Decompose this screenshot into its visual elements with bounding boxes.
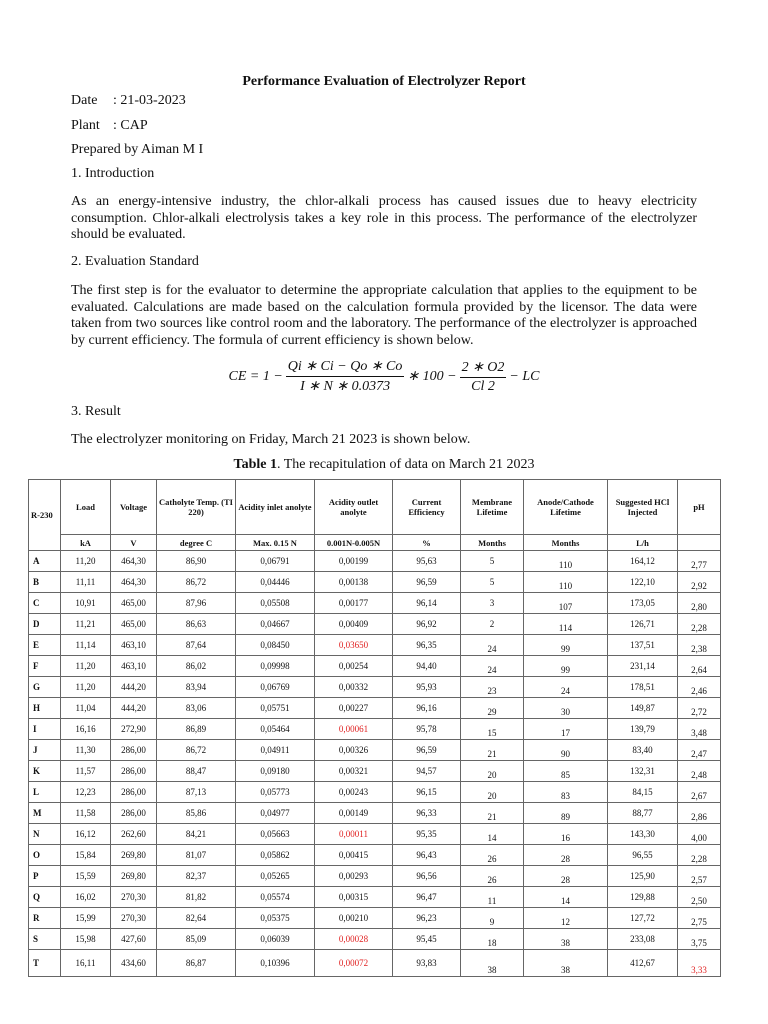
table-row (29, 866, 721, 887)
table-cell: 125,90 (608, 866, 678, 887)
unit-cell: Months (524, 535, 608, 551)
table-cell: 0,00415 (315, 845, 393, 866)
table-cell: 85 (524, 761, 608, 782)
table-cell: 20 (461, 782, 524, 803)
table-row (29, 782, 721, 803)
table-cell: 463,10 (111, 656, 157, 677)
table-cell: 2,86 (678, 803, 721, 824)
row-id: B (29, 572, 61, 593)
table-cell: 269,80 (111, 845, 157, 866)
units-row (29, 535, 721, 551)
unit-cell: Months (461, 535, 524, 551)
table-cell: 114 (524, 614, 608, 635)
table-cell: 0,09180 (236, 761, 315, 782)
table-cell: 4,00 (678, 824, 721, 845)
table-cell: 2,57 (678, 866, 721, 887)
table-cell: 2,67 (678, 782, 721, 803)
table-row (29, 740, 721, 761)
table-row (29, 698, 721, 719)
table-cell: 286,00 (111, 761, 157, 782)
document-title: Performance Evaluation of Electrolyzer Report (242, 74, 526, 89)
table-cell: 14 (524, 887, 608, 908)
table-cell: 0,00061 (315, 719, 393, 740)
table-cell: 286,00 (111, 782, 157, 803)
table-cell: 96,56 (393, 866, 461, 887)
row-id: T (29, 950, 61, 977)
table-cell: 81,07 (157, 845, 236, 866)
row-id: N (29, 824, 61, 845)
table-cell: 2,64 (678, 656, 721, 677)
table-cell: 463,10 (111, 635, 157, 656)
table-row (29, 908, 721, 929)
table-cell: 21 (461, 803, 524, 824)
table-row (29, 824, 721, 845)
table-cell: 11,58 (61, 803, 111, 824)
date-label: Date (71, 93, 98, 108)
unit-cell: kA (61, 535, 111, 551)
table-cell: 95,63 (393, 551, 461, 572)
table-cell: 26 (461, 845, 524, 866)
table-cell: 16,12 (61, 824, 111, 845)
plant-label: Plant (71, 118, 100, 133)
table-cell: 0,03650 (315, 635, 393, 656)
table-cell: 96,43 (393, 845, 461, 866)
row-id: E (29, 635, 61, 656)
prepared-by: Prepared by Aiman M I (71, 142, 204, 157)
table-cell: 11 (461, 887, 524, 908)
table-cell: 3,48 (678, 719, 721, 740)
table-cell: 16,11 (61, 950, 111, 977)
table-cell: 178,51 (608, 677, 678, 698)
table-cell: 90 (524, 740, 608, 761)
intro-heading: 1. Introduction (71, 166, 155, 181)
table-cell: 2,28 (678, 614, 721, 635)
table-cell: 444,20 (111, 677, 157, 698)
table-cell: 110 (524, 551, 608, 572)
table-caption-text: . The recapitulation of data on March 21 2023 (276, 457, 535, 472)
table-cell: 0,00315 (315, 887, 393, 908)
table-cell: 0,00011 (315, 824, 393, 845)
table-cell: 38 (461, 950, 524, 977)
table-cell: 12 (524, 908, 608, 929)
table-cell: 126,71 (608, 614, 678, 635)
table-cell: 0,00227 (315, 698, 393, 719)
unit-cell: L/h (608, 535, 678, 551)
unit-cell: degree C (157, 535, 236, 551)
table-cell: 86,02 (157, 656, 236, 677)
table-cell: 0,00149 (315, 803, 393, 824)
table-cell: 110 (524, 572, 608, 593)
table-cell: 82,64 (157, 908, 236, 929)
table-cell: 96,15 (393, 782, 461, 803)
table-cell: 96,59 (393, 740, 461, 761)
table-cell: 444,20 (111, 698, 157, 719)
table-cell: 143,30 (608, 824, 678, 845)
table-cell: 17 (524, 719, 608, 740)
table-cell: 3,33 (678, 950, 721, 977)
table-cell: 15 (461, 719, 524, 740)
table-cell: 2,77 (678, 551, 721, 572)
table-cell: 11,21 (61, 614, 111, 635)
table-cell: 21 (461, 740, 524, 761)
table-cell: 15,84 (61, 845, 111, 866)
table-cell: 0,00072 (315, 950, 393, 977)
table-cell: 11,20 (61, 677, 111, 698)
formula-denominator-1: I ∗ N ∗ 0.0373 (300, 379, 391, 394)
result-text: The electrolyzer monitoring on Friday, March 21 2023 is shown below. (71, 432, 471, 447)
table-cell: 96,14 (393, 593, 461, 614)
table-cell: 88,77 (608, 803, 678, 824)
table-cell: 127,72 (608, 908, 678, 929)
table-cell: 464,30 (111, 572, 157, 593)
table-cell: 94,57 (393, 761, 461, 782)
table-cell: 0,04911 (236, 740, 315, 761)
table-cell: 96,23 (393, 908, 461, 929)
result-heading: 3. Result (71, 404, 121, 419)
table-cell: 95,93 (393, 677, 461, 698)
formula-denominator-2: Cl 2 (471, 378, 495, 394)
table-cell: 95,45 (393, 929, 461, 950)
table-cell: 0,05265 (236, 866, 315, 887)
table-cell: 2,72 (678, 698, 721, 719)
column-header: Current Efficiency (393, 480, 461, 535)
table-cell: 464,30 (111, 551, 157, 572)
formula-numerator-2: 2 ∗ O2 (460, 359, 507, 378)
table-cell: 24 (461, 656, 524, 677)
table-cell: 122,10 (608, 572, 678, 593)
column-header: Acidity inlet anolyte (236, 480, 315, 535)
table-cell: 139,79 (608, 719, 678, 740)
table-cell: 0,10396 (236, 950, 315, 977)
row-id: J (29, 740, 61, 761)
row-id: S (29, 929, 61, 950)
column-header: pH (678, 480, 721, 535)
table-caption (0, 457, 768, 473)
table-cell: 0,00210 (315, 908, 393, 929)
table-cell: 11,20 (61, 656, 111, 677)
table-cell: 11,57 (61, 761, 111, 782)
current-efficiency-formula (0, 358, 768, 395)
table-cell: 269,80 (111, 866, 157, 887)
table-row (29, 635, 721, 656)
table-cell: 15,59 (61, 866, 111, 887)
table-cell: 427,60 (111, 929, 157, 950)
table-cell: 0,00243 (315, 782, 393, 803)
column-header: Suggested HCl Injected (608, 480, 678, 535)
table-cell: 0,05464 (236, 719, 315, 740)
table-row (29, 719, 721, 740)
row-id: Q (29, 887, 61, 908)
table-cell: 0,04977 (236, 803, 315, 824)
table-cell: 96,47 (393, 887, 461, 908)
table-cell: 83,94 (157, 677, 236, 698)
table-cell: 231,14 (608, 656, 678, 677)
table-cell: 5 (461, 572, 524, 593)
table-cell: 82,37 (157, 866, 236, 887)
table-cell: 96,55 (608, 845, 678, 866)
table-cell: 86,72 (157, 572, 236, 593)
row-id: P (29, 866, 61, 887)
table-cell: 2,38 (678, 635, 721, 656)
table-row (29, 614, 721, 635)
intro-text: As an energy-intensive industry, the chlor-alkali process has caused issues due to heavy electricity consumption. Chlor-alkali electrolysis takes a key role in this process. The performance of the electrolyzer should be evaluated. (71, 194, 697, 242)
table-cell: 95,78 (393, 719, 461, 740)
header-row (29, 480, 721, 535)
table-cell: 272,90 (111, 719, 157, 740)
table-cell: 0,00177 (315, 593, 393, 614)
row-id: F (29, 656, 61, 677)
table-cell: 2 (461, 614, 524, 635)
column-header: Load (61, 480, 111, 535)
table-cell: 412,67 (608, 950, 678, 977)
table-cell: 0,05773 (236, 782, 315, 803)
table-cell: 262,60 (111, 824, 157, 845)
table-cell: 0,06769 (236, 677, 315, 698)
table-cell: 38 (524, 929, 608, 950)
table-cell: 434,60 (111, 950, 157, 977)
table-cell: 2,92 (678, 572, 721, 593)
table-cell: 24 (524, 677, 608, 698)
table-cell: 96,59 (393, 572, 461, 593)
column-header: Acidity outlet anolyte (315, 480, 393, 535)
table-cell: 0,00254 (315, 656, 393, 677)
row-id: C (29, 593, 61, 614)
table-cell: 465,00 (111, 614, 157, 635)
table-row (29, 950, 721, 977)
row-id: I (29, 719, 61, 740)
table-cell: 0,06791 (236, 551, 315, 572)
unit-cell (678, 535, 721, 551)
table-cell: 26 (461, 866, 524, 887)
table-cell: 29 (461, 698, 524, 719)
table-cell: 11,14 (61, 635, 111, 656)
unit-cell: V (111, 535, 157, 551)
table-cell: 83,40 (608, 740, 678, 761)
table-cell: 0,09998 (236, 656, 315, 677)
table-cell: 2,47 (678, 740, 721, 761)
row-id: K (29, 761, 61, 782)
table-cell: 83 (524, 782, 608, 803)
column-header: Membrane Lifetime (461, 480, 524, 535)
table-cell: 14 (461, 824, 524, 845)
date-value: : 21-03-2023 (113, 93, 186, 108)
table-cell: 0,05574 (236, 887, 315, 908)
table-cell: 83,06 (157, 698, 236, 719)
table-cell: 87,64 (157, 635, 236, 656)
table-cell: 270,30 (111, 908, 157, 929)
table-cell: 84,21 (157, 824, 236, 845)
table-cell: 0,00138 (315, 572, 393, 593)
table-cell: 11,11 (61, 572, 111, 593)
table-cell: 10,91 (61, 593, 111, 614)
corner-cell: R-230 (29, 480, 61, 551)
table-cell: 24 (461, 635, 524, 656)
table-cell: 0,00332 (315, 677, 393, 698)
table-cell: 2,46 (678, 677, 721, 698)
table-cell: 84,15 (608, 782, 678, 803)
table-cell: 20 (461, 761, 524, 782)
table-cell: 85,86 (157, 803, 236, 824)
table-row (29, 845, 721, 866)
table-cell: 164,12 (608, 551, 678, 572)
table-cell: 15,99 (61, 908, 111, 929)
table-cell: 132,31 (608, 761, 678, 782)
row-id: L (29, 782, 61, 803)
table-cell: 233,08 (608, 929, 678, 950)
table-caption-label: Table 1 (233, 457, 277, 472)
table-cell: 86,90 (157, 551, 236, 572)
table-cell: 99 (524, 635, 608, 656)
table-cell: 89 (524, 803, 608, 824)
column-header: Anode/Cathode Lifetime (524, 480, 608, 535)
row-id: G (29, 677, 61, 698)
table-cell: 96,92 (393, 614, 461, 635)
formula-fraction-1 (286, 358, 405, 395)
table-cell: 99 (524, 656, 608, 677)
table-row (29, 677, 721, 698)
table-cell: 11,04 (61, 698, 111, 719)
formula-tail: − LC (509, 368, 540, 384)
table-cell: 18 (461, 929, 524, 950)
table-cell: 30 (524, 698, 608, 719)
table-cell: 2,80 (678, 593, 721, 614)
table-cell: 129,88 (608, 887, 678, 908)
table-cell: 9 (461, 908, 524, 929)
table-cell: 0,00028 (315, 929, 393, 950)
table-cell: 149,87 (608, 698, 678, 719)
plant-value: : CAP (113, 118, 148, 133)
table-row (29, 887, 721, 908)
row-id: H (29, 698, 61, 719)
row-id: O (29, 845, 61, 866)
table-cell: 107 (524, 593, 608, 614)
table-cell: 38 (524, 950, 608, 977)
table-cell: 96,33 (393, 803, 461, 824)
table-row (29, 551, 721, 572)
unit-cell: % (393, 535, 461, 551)
row-id: M (29, 803, 61, 824)
formula-numerator-1: Qi ∗ Ci − Qo ∗ Co (286, 358, 405, 377)
column-header: Voltage (111, 480, 157, 535)
table-row (29, 761, 721, 782)
table-cell: 28 (524, 866, 608, 887)
table-cell: 28 (524, 845, 608, 866)
table-cell: 16 (524, 824, 608, 845)
table-row (29, 929, 721, 950)
table-cell: 2,48 (678, 761, 721, 782)
table-cell: 95,35 (393, 824, 461, 845)
table-cell: 86,89 (157, 719, 236, 740)
table-cell: 2,50 (678, 887, 721, 908)
table-cell: 86,87 (157, 950, 236, 977)
table-row (29, 656, 721, 677)
table-cell: 2,75 (678, 908, 721, 929)
table-cell: 93,83 (393, 950, 461, 977)
column-header: Catholyte Temp. (TI 220) (157, 480, 236, 535)
table-cell: 0,05862 (236, 845, 315, 866)
table-cell: 15,98 (61, 929, 111, 950)
table-cell: 16,02 (61, 887, 111, 908)
row-id: D (29, 614, 61, 635)
table-cell: 87,96 (157, 593, 236, 614)
table-cell: 88,47 (157, 761, 236, 782)
table-row (29, 593, 721, 614)
table-cell: 465,00 (111, 593, 157, 614)
row-id: R (29, 908, 61, 929)
table-row (29, 572, 721, 593)
table-cell: 23 (461, 677, 524, 698)
table-cell: 0,08450 (236, 635, 315, 656)
table-cell: 0,05751 (236, 698, 315, 719)
table-cell: 270,30 (111, 887, 157, 908)
table-cell: 81,82 (157, 887, 236, 908)
table-cell: 0,05663 (236, 824, 315, 845)
table-cell: 86,72 (157, 740, 236, 761)
table-cell: 286,00 (111, 803, 157, 824)
unit-cell: 0.001N-0.005N (315, 535, 393, 551)
data-table (28, 479, 721, 977)
table-cell: 86,63 (157, 614, 236, 635)
row-id: A (29, 551, 61, 572)
table-cell: 0,05375 (236, 908, 315, 929)
table-cell: 0,04667 (236, 614, 315, 635)
table-cell: 0,00293 (315, 866, 393, 887)
table-cell: 173,05 (608, 593, 678, 614)
table-cell: 12,23 (61, 782, 111, 803)
table-cell: 286,00 (111, 740, 157, 761)
table-cell: 3 (461, 593, 524, 614)
formula-fraction-2 (460, 359, 507, 395)
table-cell: 96,16 (393, 698, 461, 719)
table-cell: 0,00326 (315, 740, 393, 761)
table-row (29, 803, 721, 824)
table-cell: 0,00199 (315, 551, 393, 572)
table-cell: 0,04446 (236, 572, 315, 593)
table-cell: 0,06039 (236, 929, 315, 950)
table-cell: 0,00321 (315, 761, 393, 782)
table-cell: 96,35 (393, 635, 461, 656)
table-cell: 11,30 (61, 740, 111, 761)
table-cell: 0,00409 (315, 614, 393, 635)
table-cell: 137,51 (608, 635, 678, 656)
formula-lhs: CE = 1 − (228, 368, 283, 384)
unit-cell: Max. 0.15 N (236, 535, 315, 551)
standard-text: The first step is for the evaluator to determine the appropriate calculation that applies to the equipment to be evaluated. Calculations are made based on the calculation formula provided by the licensor. The data were taken from two sources like control room and the laboratory. The performance of the electrolyzer is approached by current efficiency. The formula of current efficiency is shown below. (71, 283, 697, 348)
table-cell: 85,09 (157, 929, 236, 950)
table-cell: 11,20 (61, 551, 111, 572)
standard-heading: 2. Evaluation Standard (71, 254, 199, 269)
table-cell: 2,28 (678, 845, 721, 866)
table-cell: 0,05508 (236, 593, 315, 614)
table-cell: 87,13 (157, 782, 236, 803)
table-cell: 16,16 (61, 719, 111, 740)
formula-mid: ∗ 100 − (407, 369, 457, 384)
table-cell: 3,75 (678, 929, 721, 950)
table-cell: 5 (461, 551, 524, 572)
table-cell: 94,40 (393, 656, 461, 677)
